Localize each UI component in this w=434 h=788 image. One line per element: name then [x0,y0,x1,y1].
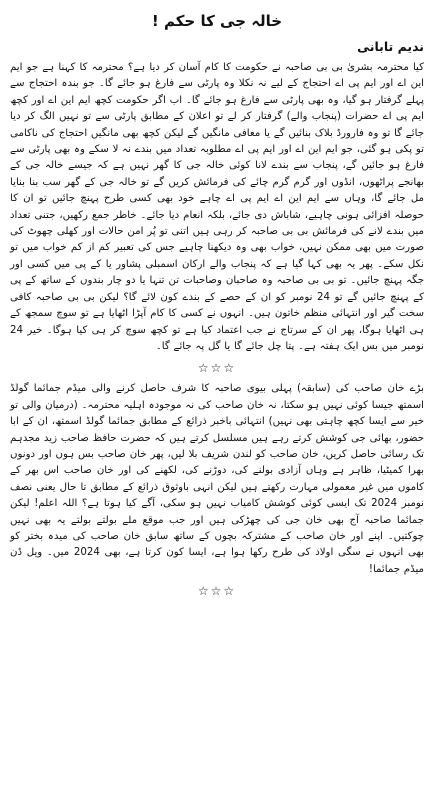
article-title: خالہ جی کا حکم ! [151,12,283,30]
section-separator: ☆☆☆ [197,584,237,599]
article-paragraph-2: بڑے خان صاحب کی (سابقہ) پہلی بیوی صاحبہ کا شرف حاصل کرنے والی میڈم جمائما گولڈ اسمتھ جیسا کوئی نہیں ہو سکتا، نہ خان صاحب کی نہ موجودہ اہلیہ محترمہ۔ (درمیان والی تو خیر سے ایسا کچھ چاہتی بھی نہیں) انتہائی باخبر ذرائع کے مطابق جمائما گولڈ اسمتھ، ان کے ابا حضور، بھائی جی کوشش کرتے رہے ہیں مسلسل کرتے ہیں کہ حضرت حافظ صاحب زید مجدہم تک رسائی حاصل کریں، خان صاحب کو لندن شریف بلا لیں، پھر خان صاحب بس ہوں اور دونوں بھرا کمیٹیا، ظاہر ہے وہاں آزادی بولنے کی، دوڑنے کی، لکھنے کی اور خان صاحب اس بھر کے کاموں میں غیر معمولی مہارت رکھتے ہیں لیکن انہی باوثوق ذرائع کے مطابق تا حال یعنی نصف نومبر 2024 تک ایسی کوئی کوشش کامیاب نہیں ہو سکی، آگے کیا ہوتا ہے؟ اللہ اعلم! لیکن جمائما صاحبہ آج بھی خان جی کی چھڑکی ہیں اور جب موقع ملے بولتے بولتے یہ بھی نہیں چوکتیں۔ اپنے اور خان صاحب کے مشترکہ بچوں کے ساتھ سابق خان صاحب کی میدہ بختر کو بھی انہوں نے سگی اولاد کی طرح رکھا ہوا ہے، ایسا کون کرتا ہے، بھی 2024 میں۔ ویل ڈن میڈم جمائما! [10,383,424,575]
author-name: ندیم تابانی [357,39,424,54]
article-paragraph-1: کیا محترمہ بشریٰ بی بی صاحبہ نے حکومت کا کام آسان کر دیا ہے؟ محترمہ کا کہنا ہے جو ایم این اے اور ایم پی اے احتجاج کے لیے نہ نکلا وہ پارٹی سے فارغ ہو جائے گا۔ جو بندہ احتجاج سے پہلے گرفتار ہو گیا، وہ بھی پارٹی سے فارغ ہو جائے گا۔ اب اگر حکومت کچھ ایم این اے اور کچھ ایم پی اے حضرات (پنجاب والے) گرفتار کر لے تو اعلان کے مطابق پارٹی سے تو نہیں الگ کر دیا جائے گا تو وہ فارورڈ بلاک بنائیں گے یا معافی مانگیں گے لیکن کچھ بھی مانگیں احتجاج کی ناکامی تو پکی ہو گئی، جو ایم این اے اور ایم پی اے مطلوبہ تعداد میں بندے نہ لا سکے وہ بھی پارٹی سے فارغ ہو جائیں گے، پنجاب سے بندے لانا کوئی خالہ جی کا گھر نہیں ہے کہ جیسے خالہ جی کے بھانجے پراٹھوں، انڈوں اور گرم گرم چائے کی فرمائش کریں گے تو خالہ جی کے گھر سب بنا بنایا مل جائے گا، وہاں سے ایم این اے ایم پی اے چاہے خود بھی کسی طرح پہنچ جائیں تو ان کا حوصلہ افزائی ہونی چاہیے، شاباش دی جائے، بلکہ انعام دیا جائے۔ خاطر جمع رکھیں، جتنی تعداد میں بندے لانے کی فرمائش بی بی صاحبہ کر رہی ہیں اتنی تو پُر امن حالات اور کھلی چھوٹ کی صورت میں بھی ممکن نہیں، خواب بھی وہ دیکھنا چاہیے جس کی تعبیر کم از کم خواب میں تو نکل سکے۔ پھر یہ بھی کہا گیا ہے کہ پنجاب والے ارکان اسمبلی پشاور یا کے پی میں کسی اور جگہ پہنچ جائیں۔ تو بی بی صاحبہ وہ صاحبان وصاحبات تن تنہا یا دو چار بندوں کے ساتھ کے پی کے پہنچ جائیں گے تو 24 نومبر کو ان کے حصے کے بندے کون لائے گا؟ لیکن بی بی صاحبہ کافی سخت گیر اور انتہائی منظم خاتون ہیں۔ انہوں نے کسی کا کام آپڑا اٹھایا ہے تو سوچ سمجھ کے ہی اٹھایا ہوگا، پھر ان کے سرتاج نے جب اعتماد کیا ہے تو کچھ سوچ کر ہی کیا ہوگا۔ خیر 24 نومبر میں بس ایک ہفتہ ہے۔ پتا چل جائے گا یا گل پہ جائے گا۔ [10,62,424,352]
section-separator: ☆☆☆ [197,361,237,376]
